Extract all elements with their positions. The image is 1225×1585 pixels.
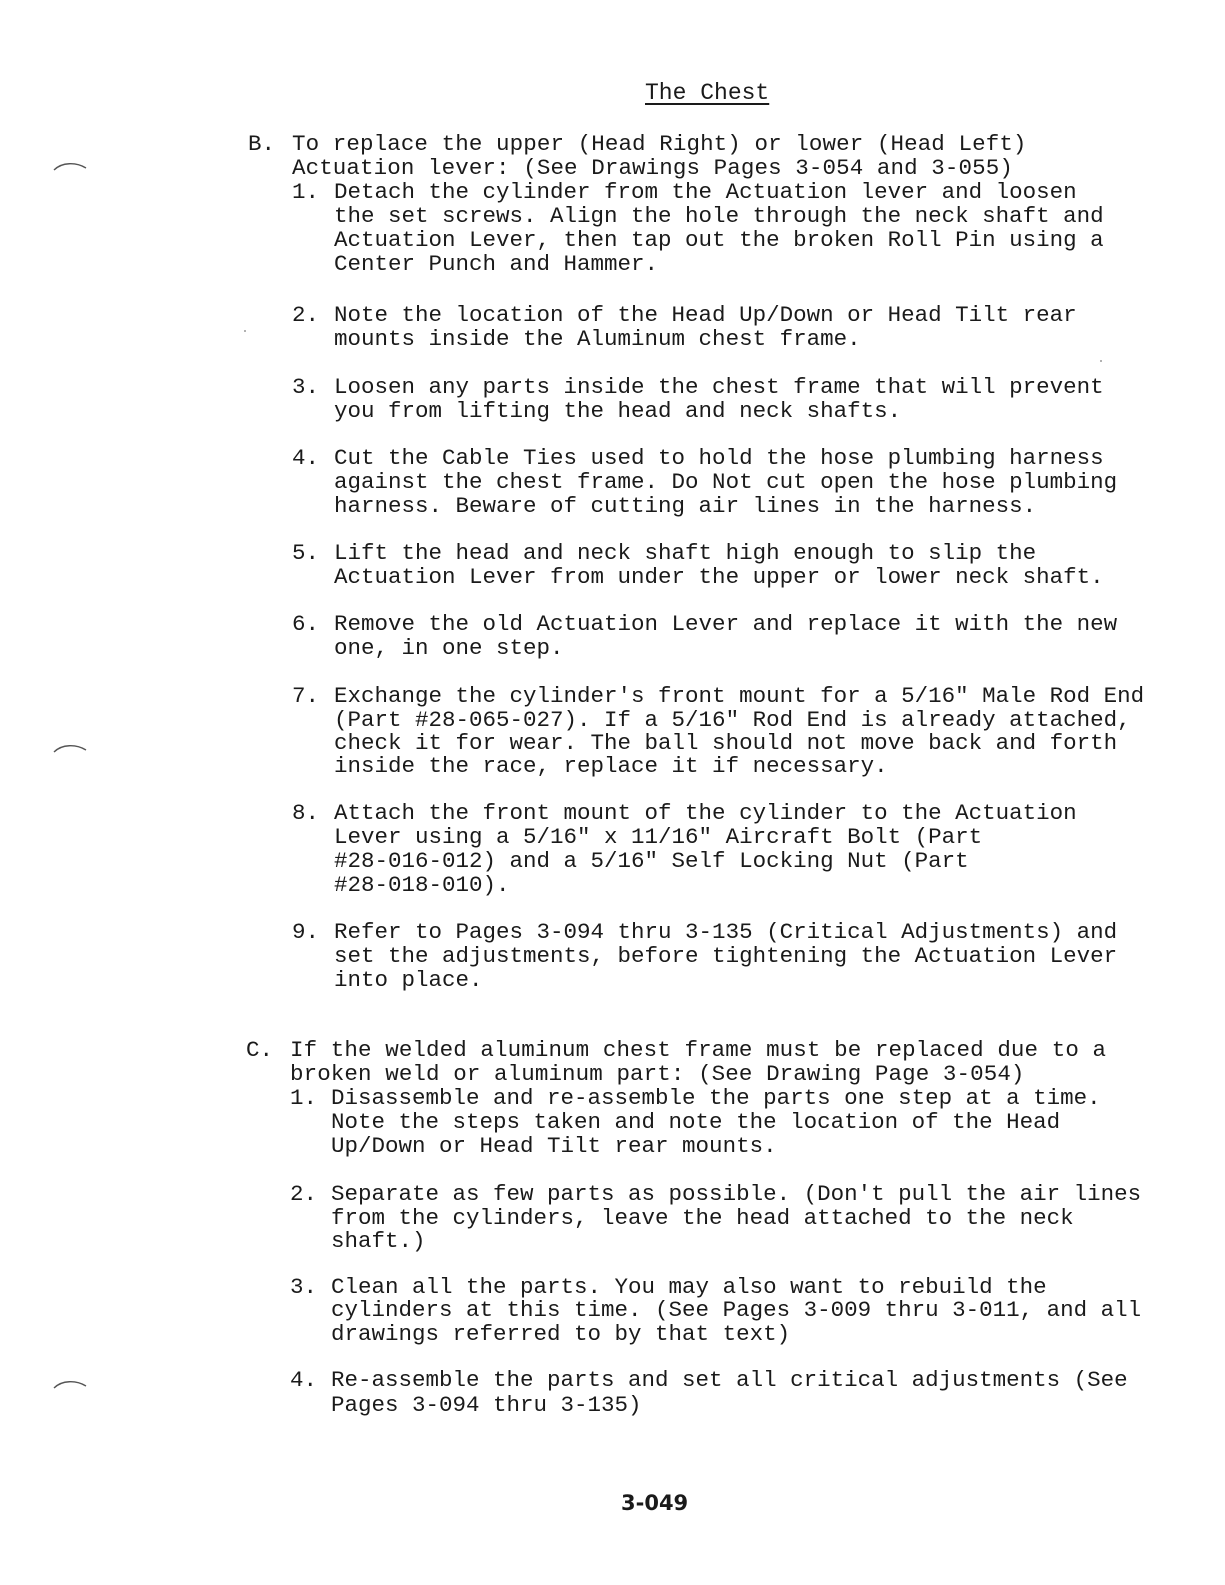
item-number: 3. [290, 1274, 318, 1300]
item-text-line: into place. [334, 967, 483, 993]
binder-mark-icon [52, 742, 88, 756]
item-text-line: Re-assemble the parts and set all critical adjustments (See [331, 1367, 1128, 1393]
scan-speck [1100, 360, 1102, 362]
item-number: 2. [290, 1181, 318, 1207]
item-text-line: Lever using a 5/16" x 11/16" Aircraft Bolt (Part [334, 824, 983, 850]
item-text-line: Note the location of the Head Up/Down or Head Tilt rear [334, 302, 1077, 328]
item-text-line: mounts inside the Aluminum chest frame. [334, 326, 861, 352]
binder-mark-icon [52, 1378, 88, 1392]
item-text-line: (Part #28-065-027). If a 5/16" Rod End is already attached, [334, 707, 1131, 733]
section-label: B. [248, 131, 276, 157]
section-intro-line: If the welded aluminum chest frame must be replaced due to a [290, 1037, 1107, 1063]
item-number: 2. [292, 302, 320, 328]
page-title: The Chest [645, 80, 770, 106]
item-text-line: Remove the old Actuation Lever and replace it with the new [334, 611, 1118, 637]
item-text-line: drawings referred to by that text) [331, 1321, 791, 1347]
item-text-line: Lift the head and neck shaft high enough to slip the [334, 540, 1037, 566]
item-text-line: Clean all the parts. You may also want to rebuild the [331, 1274, 1047, 1300]
item-text-line: against the chest frame. Do Not cut open the hose plumbing [334, 469, 1118, 495]
item-text-line: the set screws. Align the hole through the neck shaft and [334, 203, 1104, 229]
item-number: 5. [292, 540, 320, 566]
item-text-line: you from lifting the head and neck shafts. [334, 398, 902, 424]
item-text-line: check it for wear. The ball should not move back and forth [334, 730, 1118, 756]
binder-mark-icon [52, 160, 88, 174]
item-text-line: Disassemble and re-assemble the parts one step at a time. [331, 1085, 1101, 1111]
item-number: 1. [290, 1085, 318, 1111]
item-number: 4. [292, 445, 320, 471]
item-number: 6. [292, 611, 320, 637]
item-text-line: Note the steps taken and note the location of the Head [331, 1109, 1061, 1135]
section-intro-line: To replace the upper (Head Right) or lower (Head Left) [292, 131, 1027, 157]
item-text-line: Loosen any parts inside the chest frame that will prevent [334, 374, 1104, 400]
scan-speck [244, 330, 246, 332]
item-number: 3. [292, 374, 320, 400]
item-text-line: Exchange the cylinder's front mount for a 5/16" Male Rod End [334, 683, 1145, 709]
page-number: 3-049 [621, 1491, 689, 1515]
item-text-line: inside the race, replace it if necessary. [334, 753, 888, 779]
item-text-line: Up/Down or Head Tilt rear mounts. [331, 1133, 777, 1159]
item-text-line: one, in one step. [334, 635, 564, 661]
item-text-line: Cut the Cable Ties used to hold the hose plumbing harness [334, 445, 1104, 471]
section-intro-line: broken weld or aluminum part: (See Drawing Page 3-054) [290, 1061, 1025, 1087]
item-text-line: Separate as few parts as possible. (Don't pull the air lines [331, 1181, 1142, 1207]
item-number: 8. [292, 800, 320, 826]
item-text-line: Center Punch and Hammer. [334, 251, 659, 277]
item-text-line: #28-018-010). [334, 872, 510, 898]
item-text-line: Actuation Lever, then tap out the broken Roll Pin using a [334, 227, 1104, 253]
item-text-line: Refer to Pages 3-094 thru 3-135 (Critical Adjustments) and [334, 919, 1118, 945]
item-text-line: Detach the cylinder from the Actuation lever and loosen [334, 179, 1077, 205]
item-text-line: #28-016-012) and a 5/16" Self Locking Nut (Part [334, 848, 969, 874]
section-label: C. [246, 1037, 274, 1063]
item-number: 1. [292, 179, 320, 205]
item-text-line: harness. Beware of cutting air lines in the harness. [334, 493, 1037, 519]
item-text-line: Pages 3-094 thru 3-135) [331, 1392, 642, 1418]
item-text-line: Attach the front mount of the cylinder to the Actuation [334, 800, 1077, 826]
item-text-line: from the cylinders, leave the head attached to the neck [331, 1205, 1074, 1231]
section-intro-line: Actuation lever: (See Drawings Pages 3-054 and 3-055) [292, 155, 1013, 181]
item-text-line: shaft.) [331, 1228, 426, 1254]
item-number: 7. [292, 683, 320, 709]
item-number: 9. [292, 919, 320, 945]
item-text-line: cylinders at this time. (See Pages 3-009 thru 3-011, and all [331, 1297, 1142, 1323]
item-text-line: set the adjustments, before tightening the Actuation Lever [334, 943, 1118, 969]
item-number: 4. [290, 1367, 318, 1393]
item-text-line: Actuation Lever from under the upper or lower neck shaft. [334, 564, 1104, 590]
